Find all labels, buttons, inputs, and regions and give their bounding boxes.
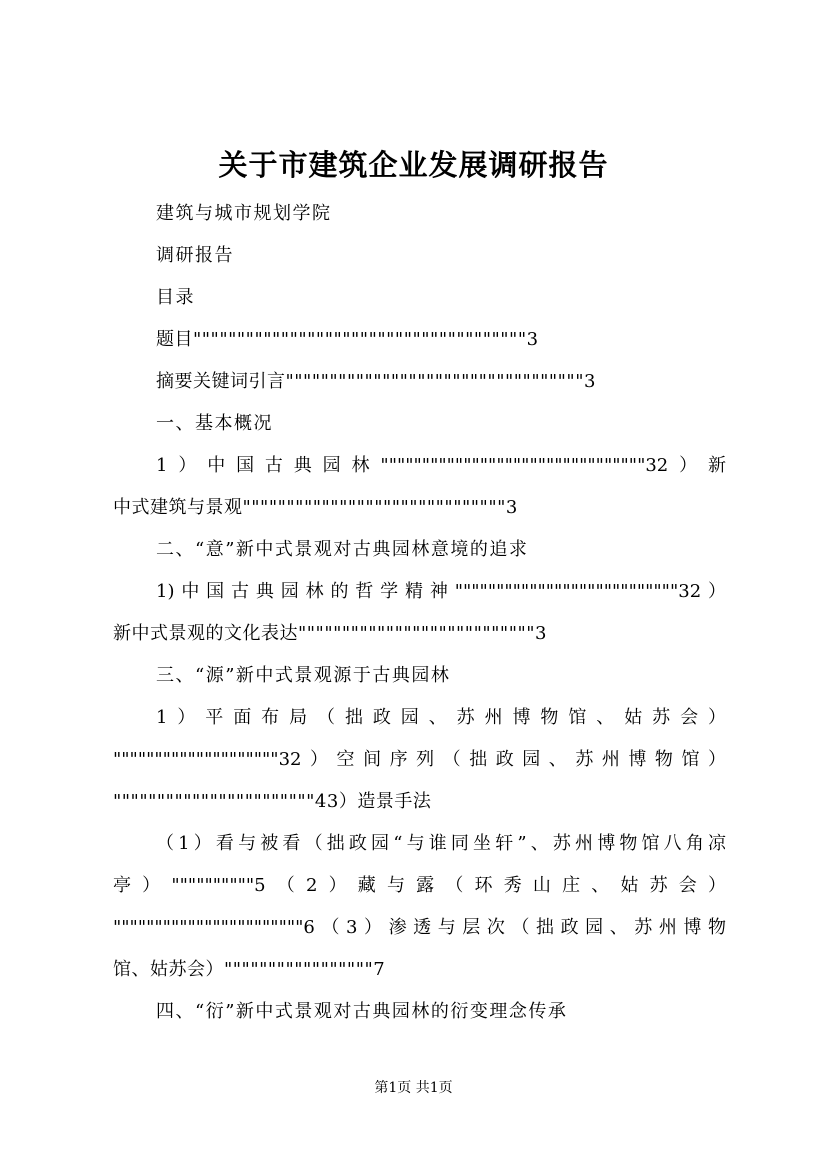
toc-entry-1-2: 中式建筑与景观""""""""""""""""""""""""""""""3 [113, 497, 518, 518]
toc-entry-3-1: 1）平面布局（拙政园、苏州博物馆、姑苏会） [156, 707, 726, 728]
toc-entry-3-3-1: （1）看与被看（拙政园“与谁同坐轩”、苏州博物馆八角凉 [156, 833, 726, 854]
toc-entry-3-3-2: 亭）""""""""""5（2）藏与露（环秀山庄、姑苏会） [113, 875, 726, 896]
report-label: 调研报告 [156, 245, 234, 266]
toc-entry-3-3-3-cont: 馆、姑苏会）"""""""""""""""""7 [113, 959, 386, 980]
college-line: 建筑与城市规划学院 [156, 203, 332, 224]
toc-entry-2-1: 1)中国古典园林的哲学精神"""""""""""""""""""""""""""32） [156, 581, 726, 602]
toc-entry-3-3: """""""""""""""""""""""43）造景手法 [113, 791, 432, 812]
toc-entry-abstract: 摘要关键词引言""""""""""""""""""""""""""""""""""3 [156, 371, 596, 392]
document-title: 关于市建筑企业发展调研报告 [218, 148, 609, 182]
toc-entry-title: 题目""""""""""""""""""""""""""""""""""""""3 [156, 329, 539, 350]
toc-entry-1-1: 1）中国古典园林""""""""""""""""""""""""""""""""32）新 [156, 455, 726, 476]
toc-section-1: 一、基本概况 [156, 413, 273, 434]
toc-entry-3-2: """"""""""""""""""""32）空间序列（拙政园、苏州博物馆） [113, 749, 726, 770]
toc-entry-2-2: 新中式景观的文化表达"""""""""""""""""""""""""""3 [113, 623, 547, 644]
toc-entry-3-3-3: """""""""""""""""""""""6（3）渗透与层次（拙政园、苏州博物 [113, 917, 726, 938]
toc-section-3: 三、“源”新中式景观源于古典园林 [156, 665, 451, 686]
page-footer: 第1页 共1页 [374, 1080, 453, 1096]
toc-section-2: 二、“意”新中式景观对古典园林意境的追求 [156, 539, 529, 560]
toc-section-4: 四、“衍”新中式景观对古典园林的衍变理念传承 [156, 1001, 568, 1022]
toc-heading: 目录 [156, 287, 195, 308]
